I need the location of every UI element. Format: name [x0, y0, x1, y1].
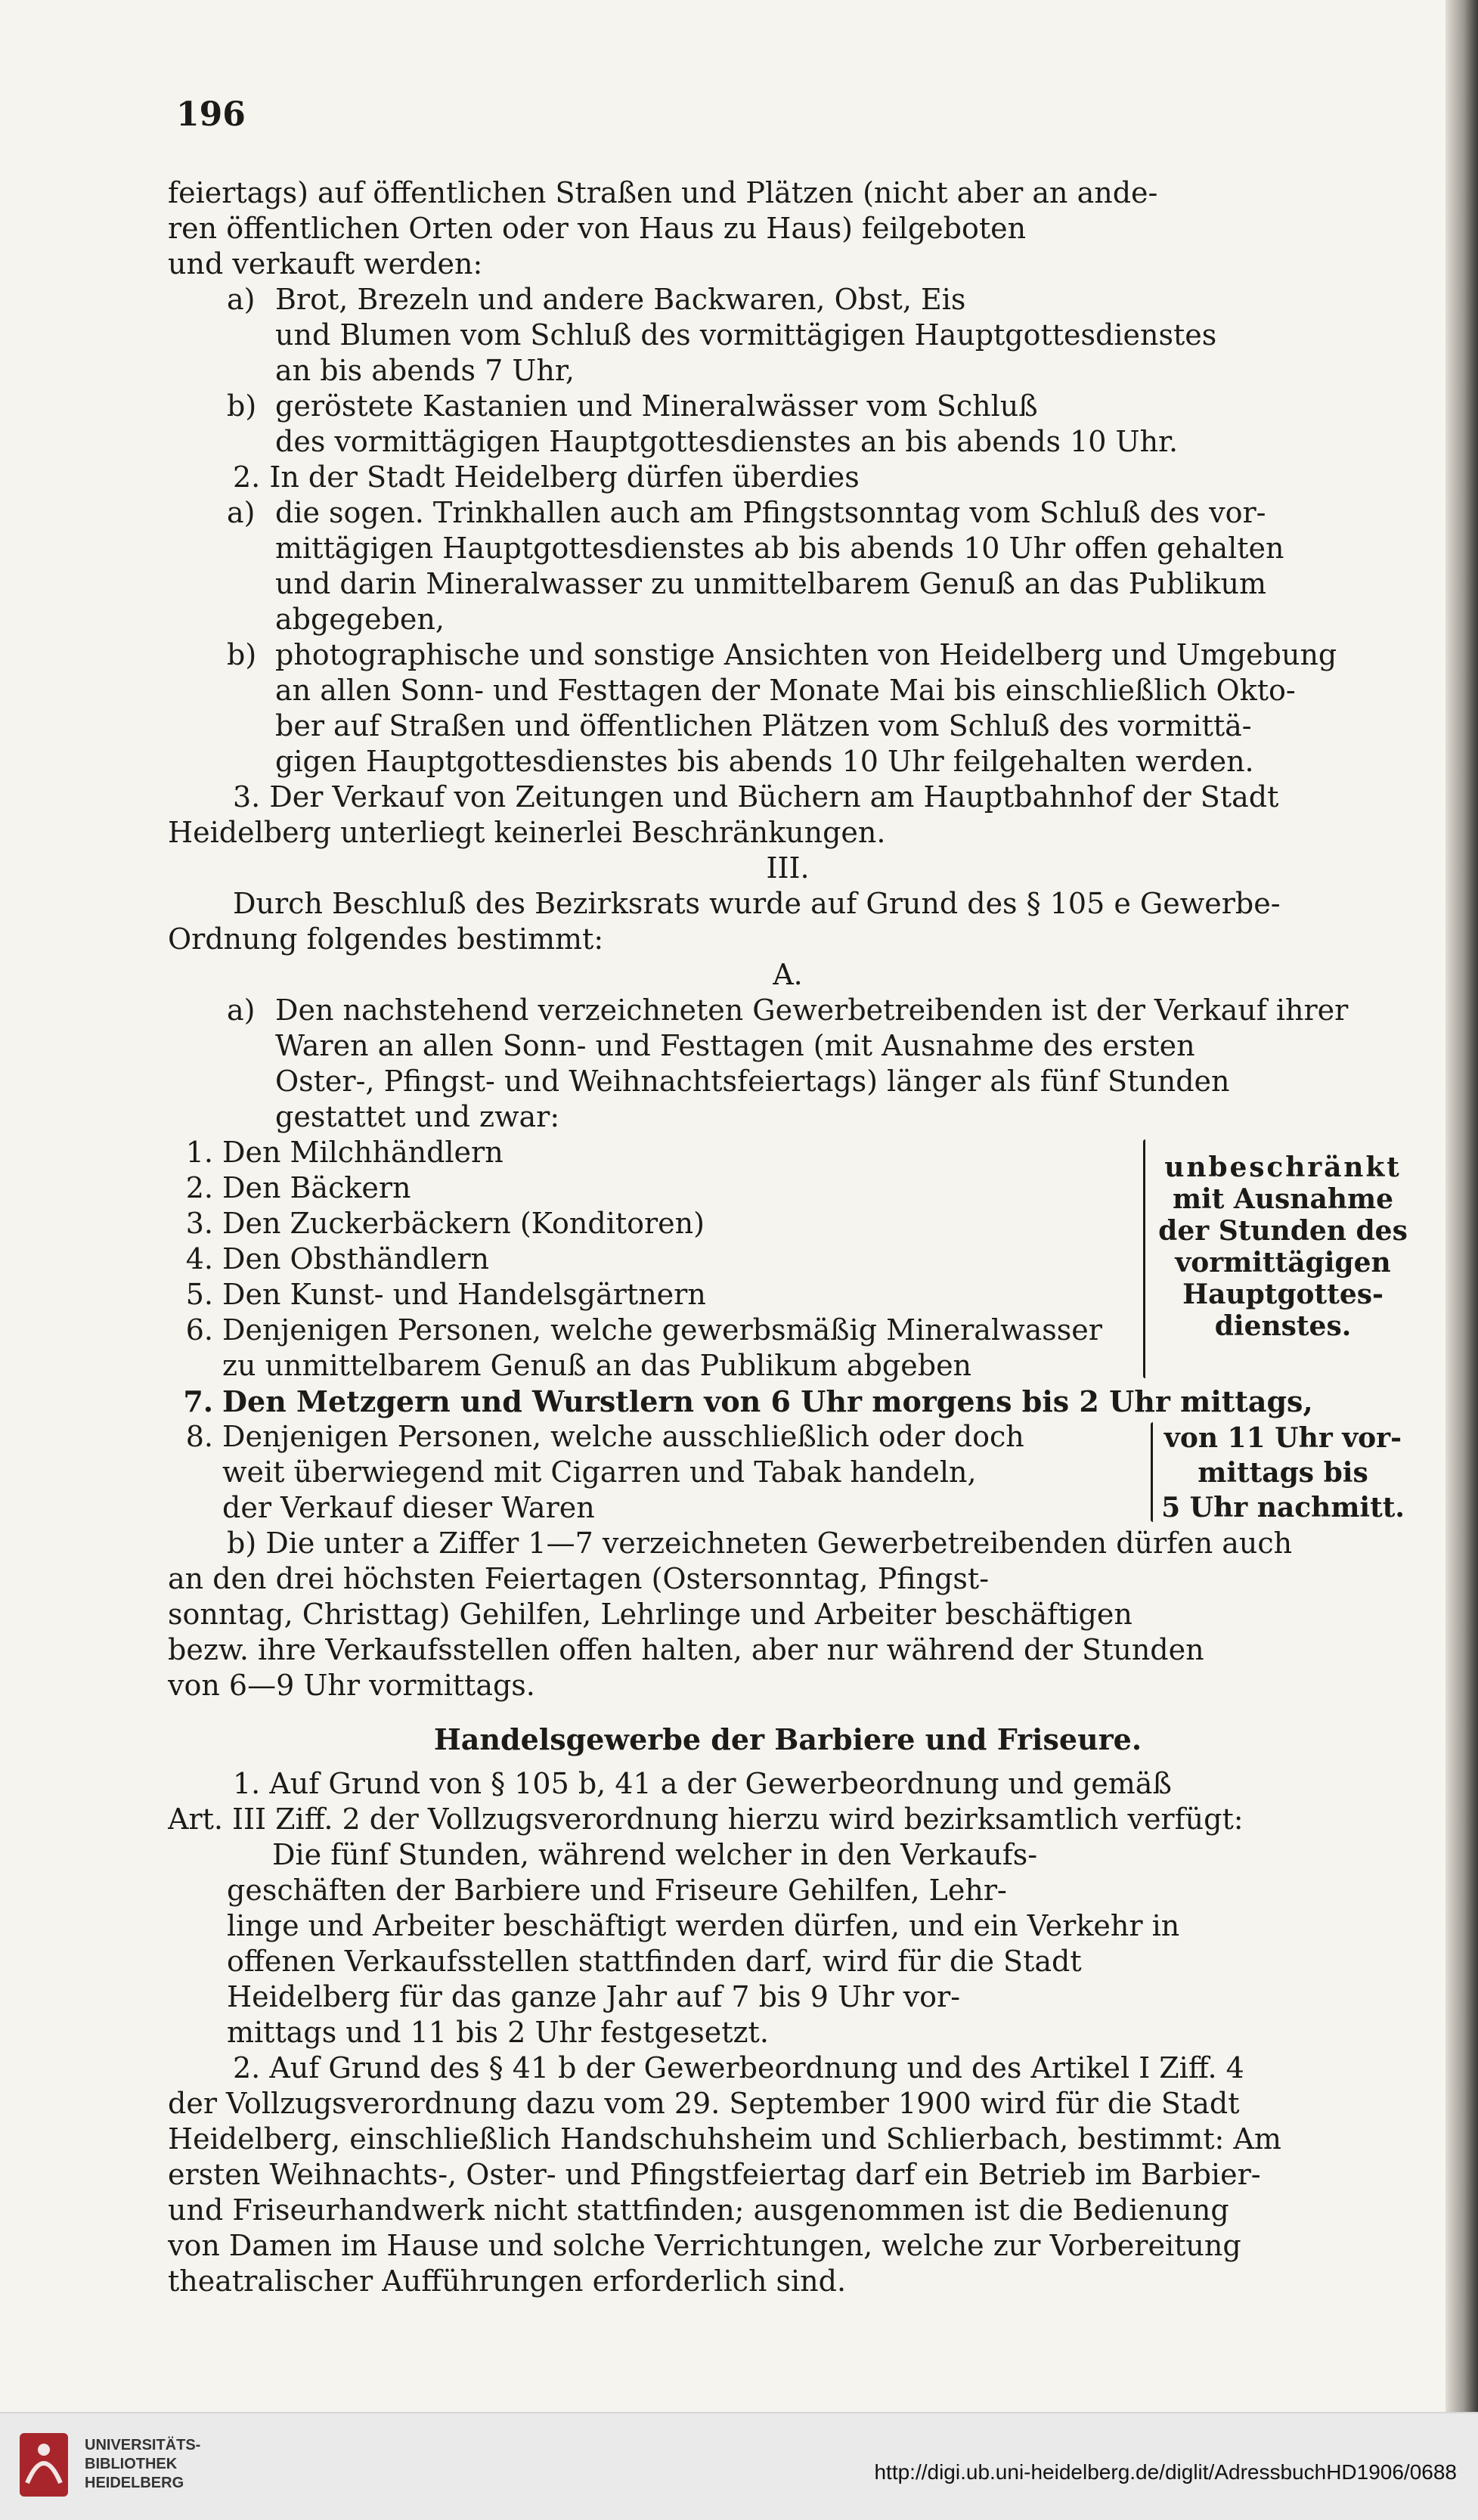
logo-line: UNIVERSITÄTS-	[85, 2437, 201, 2453]
logo-line: HEIDELBERG	[85, 2475, 184, 2491]
section-heading: Handelsgewerbe der Barbiere und Friseure.	[433, 1722, 1142, 1756]
section-2-item-b	[168, 637, 1408, 780]
text-line: 3. Der Verkauf von Zeitungen und Büchern am Hauptbahnhof der Stadt	[233, 780, 1279, 814]
text-line: offenen Verkaufsstellen stattfinden darf, wird für die Stadt	[227, 1945, 1082, 1978]
list-number: 6.	[185, 1313, 213, 1347]
trade8-note	[1158, 1421, 1408, 1525]
group-note	[1158, 1152, 1408, 1342]
text-line: theatralischer Aufführungen erforderlich sind.	[168, 2264, 847, 2298]
text-line: Waren an allen Sonn- und Festtagen (mit Ausnahme des ersten	[275, 1029, 1195, 1062]
text-line: Die fünf Stunden, während welcher in den Verkaufs-	[272, 1838, 1038, 1871]
text-line: linge und Arbeiter beschäftigt werden dürfen, und ein Verkehr in	[227, 1909, 1180, 1942]
text-line: photographische und sonstige Ansichten von Heidelberg und Umgebung	[275, 638, 1337, 671]
text-line: an bis abends 7 Uhr,	[275, 354, 575, 387]
list-number	[168, 1348, 222, 1384]
text-line: mittägigen Hauptgottesdienstes ab bis abends 10 Uhr offen gehalten	[275, 532, 1284, 565]
text-line: Brot, Brezeln und andere Backwaren, Obst, Eis	[275, 283, 966, 316]
A-item-a	[168, 993, 1408, 1135]
text-line: des vormittägigen Hauptgottesdienstes an bis abends 10 Uhr.	[275, 425, 1179, 458]
university-seal-icon	[17, 2430, 71, 2500]
footer-bar	[0, 2412, 1478, 2520]
section-2-item-a	[168, 495, 1408, 637]
text-line: und darin Mineralwasser zu unmittelbarem Genuß an das Publikum	[275, 567, 1266, 600]
group-brace	[1143, 1139, 1145, 1378]
list-text: Den Kunst- und Handelsgärtnern	[222, 1278, 706, 1311]
list-number: 4.	[185, 1242, 213, 1275]
note-line: mittags bis	[1198, 1457, 1368, 1489]
text-line: an allen Sonn- und Festtagen der Monate Mai bis einschließlich Okto-	[275, 674, 1296, 707]
text-line: mittags und 11 bis 2 Uhr festgesetzt.	[227, 2016, 769, 2049]
list-number: 5.	[185, 1278, 213, 1311]
list-number: 3.	[185, 1207, 213, 1240]
list-number	[168, 1490, 222, 1526]
item-label: a)	[227, 993, 256, 1027]
note-line: Hauptgottes-	[1182, 1279, 1383, 1310]
text-line: der Vollzugsverordnung dazu vom 29. September 1900 wird für die Stadt	[168, 2087, 1240, 2120]
library-logo-text	[85, 2436, 200, 2493]
barber-quote	[168, 1837, 1408, 2050]
text-line: ren öffentlichen Orten oder von Haus zu Haus) feilgeboten	[168, 212, 1027, 245]
list-number	[168, 1455, 222, 1490]
trade8-brace	[1151, 1422, 1153, 1522]
barber-para-2	[168, 2050, 1408, 2299]
note-line: vormittägigen	[1175, 1247, 1391, 1279]
text-line: und verkauft werden:	[168, 247, 483, 281]
item-label: b)	[227, 389, 257, 423]
note-line: unbeschränkt	[1164, 1152, 1402, 1183]
list-number: 7.	[183, 1384, 213, 1418]
list-item	[168, 1348, 1408, 1384]
text-line: geröstete Kastanien und Mineralwässer vom Schluß	[275, 389, 1038, 423]
text-line: Heidelberg für das ganze Jahr auf 7 bis 9 Uhr vor-	[227, 1980, 961, 2013]
text-line: feiertags) auf öffentlichen Straßen und Plätzen (nicht aber an ande-	[168, 176, 1158, 209]
text-line: und Blumen vom Schluß des vormittägigen Hauptgottesdienstes	[275, 318, 1217, 352]
section-2-heading: 2. In der Stadt Heidelberg dürfen überdies	[233, 460, 860, 494]
text-line: b) Die unter a Ziffer 1—7 verzeichneten Gewerbetreibenden dürfen auch	[227, 1527, 1293, 1560]
A-item-b	[168, 1526, 1408, 1703]
note-line: dienstes.	[1214, 1310, 1352, 1342]
list-item-8	[168, 1419, 1408, 1526]
text-line: ber auf Straßen und öffentlichen Plätzen vom Schluß des vormittä-	[275, 709, 1252, 742]
roman-heading: III.	[766, 851, 810, 885]
text-line: Heidelberg, einschließlich Handschuhsheim und Schlierbach, bestimmt: Am	[168, 2122, 1281, 2156]
list-text: Den Obsthändlern	[222, 1242, 489, 1275]
item-label: b)	[227, 638, 257, 671]
list-item-7	[168, 1384, 1408, 1419]
text-line: und Friseurhandwerk nicht stattfinden; ausgenommen ist die Bedienung	[168, 2193, 1229, 2227]
text-line: geschäften der Barbiere und Friseure Gehilfen, Lehr-	[227, 1874, 1007, 1907]
list-text: Denjenigen Personen, welche gewerbsmäßig Mineralwasser	[222, 1313, 1102, 1347]
text-line: die sogen. Trinkhallen auch am Pfingstsonntag vom Schluß des vor-	[275, 496, 1266, 529]
text-line: ersten Weihnachts-, Oster- und Pfingstfeiertag darf ein Betrieb im Barbier-	[168, 2158, 1261, 2191]
page-body	[168, 175, 1408, 2299]
list-number: 1.	[185, 1136, 213, 1169]
list-text: Den Zuckerbäckern (Konditoren)	[222, 1207, 705, 1240]
intro-III	[168, 886, 1408, 957]
item-label: a)	[227, 496, 256, 529]
text-line: 2. Auf Grund des § 41 b der Gewerbeordnung und des Artikel I Ziff. 4	[233, 2051, 1244, 2085]
item-label: a)	[227, 283, 256, 316]
list-text: Den Metzgern und Wurstlern von 6 Uhr morgens bis 2 Uhr mittags,	[222, 1384, 1313, 1418]
book-spine-shadow	[1445, 0, 1478, 2412]
text-line: Den nachstehend verzeichneten Gewerbetreibenden ist der Verkauf ihrer	[275, 993, 1349, 1027]
note-line: 5 Uhr nachmitt.	[1161, 1492, 1405, 1523]
note-line: der Stunden des	[1158, 1215, 1408, 1247]
text-line: Heidelberg unterliegt keinerlei Beschränkungen.	[168, 816, 886, 849]
list-text: Den Milchhändlern	[222, 1136, 504, 1169]
text-line: Art. III Ziff. 2 der Vollzugsverordnung hierzu wird bezirksamtlich verfügt:	[168, 1802, 1244, 1836]
text-line: von Damen im Hause und solche Verrichtungen, welche zur Vorbereitung	[168, 2229, 1241, 2262]
text-line: sonntag, Christtag) Gehilfen, Lehrlinge und Arbeiter beschäftigen	[168, 1598, 1133, 1631]
source-url-link[interactable]: http://digi.ub.uni-heidelberg.de/diglit/AdressbuchHD1906/0688	[874, 2460, 1457, 2484]
item-a	[168, 282, 1408, 389]
text-line: gigen Hauptgottesdienstes bis abends 10 Uhr feilgehalten werden.	[275, 745, 1254, 778]
page-number: 196	[176, 95, 246, 134]
text-line: 1. Auf Grund von § 105 b, 41 a der Gewerbeordnung und gemäß	[233, 1767, 1172, 1800]
text-line: Durch Beschluß des Bezirksrats wurde auf Grund des § 105 e Gewerbe-	[233, 887, 1281, 920]
list-number: 8.	[185, 1420, 213, 1453]
text-line: von 6—9 Uhr vormittags.	[168, 1669, 535, 1702]
logo-line: BIBLIOTHEK	[85, 2456, 178, 2472]
barber-para-1	[168, 1766, 1408, 1837]
text-line: abgegeben,	[275, 603, 445, 636]
trades-list	[168, 1135, 1408, 1384]
text-line: bezw. ihre Verkaufsstellen offen halten, aber nur während der Stunden	[168, 1633, 1204, 1666]
list-text: Denjenigen Personen, welche ausschließlich oder doch	[222, 1420, 1024, 1453]
text-line: an den drei höchsten Feiertagen (Ostersonntag, Pfingst-	[168, 1562, 990, 1595]
note-line: mit Ausnahme	[1173, 1183, 1393, 1215]
text-line: gestattet und zwar:	[275, 1100, 560, 1133]
sub-heading-A: A.	[773, 958, 803, 991]
text-line: Oster-, Pfingst- und Weihnachtsfeiertags) länger als fünf Stunden	[275, 1065, 1230, 1098]
note-line: von 11 Uhr vor-	[1163, 1422, 1402, 1454]
list-text: weit überwiegend mit Cigarren und Tabak handeln,	[222, 1455, 977, 1489]
text-line: Ordnung folgendes bestimmt:	[168, 922, 604, 956]
list-text: Den Bäckern	[222, 1171, 411, 1204]
item-b	[168, 389, 1408, 460]
paragraph-intro	[168, 175, 1408, 282]
list-text: zu unmittelbarem Genuß an das Publikum abgeben	[222, 1349, 972, 1382]
list-number: 2.	[185, 1171, 213, 1204]
list-text: der Verkauf dieser Waren	[222, 1491, 595, 1524]
section-3	[168, 780, 1408, 851]
